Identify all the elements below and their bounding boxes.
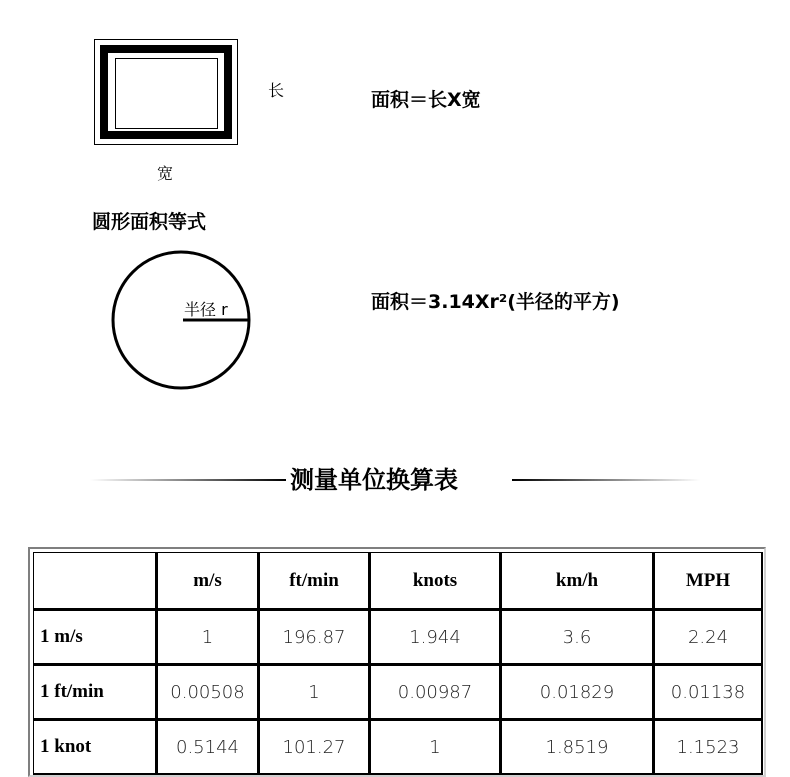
section-divider-left bbox=[90, 479, 286, 481]
section-title: 测量单位换算表 bbox=[290, 466, 458, 494]
table-cell: 0.01829 bbox=[501, 665, 654, 720]
table-cell: 0.00987 bbox=[370, 665, 501, 720]
table-cell: 0.00508 bbox=[157, 665, 259, 720]
table-cell: 0.5144 bbox=[157, 720, 259, 775]
table-cell: 196.87 bbox=[259, 610, 370, 665]
table-header-cell: knots bbox=[370, 552, 501, 610]
table-row bbox=[33, 720, 763, 775]
table-cell: 1.8519 bbox=[501, 720, 654, 775]
table-cell: 1.1523 bbox=[654, 720, 763, 775]
table-row-label: 1 m/s bbox=[33, 610, 157, 665]
conversion-table bbox=[33, 552, 763, 775]
table-cell: 1.944 bbox=[370, 610, 501, 665]
table-cell: 1 bbox=[259, 665, 370, 720]
table-cell: 0.01138 bbox=[654, 665, 763, 720]
table-header-cell bbox=[33, 552, 157, 610]
table-cell: 2.24 bbox=[654, 610, 763, 665]
section-divider-right bbox=[512, 479, 700, 481]
conversion-table-frame bbox=[28, 547, 766, 777]
table-header-cell: ft/min bbox=[259, 552, 370, 610]
table-cell: 101.27 bbox=[259, 720, 370, 775]
table-cell: 1 bbox=[370, 720, 501, 775]
table-header-cell: m/s bbox=[157, 552, 259, 610]
rectangle-length-label: 长 bbox=[268, 81, 285, 100]
table-cell: 1 bbox=[157, 610, 259, 665]
table-row-label: 1 ft/min bbox=[33, 665, 157, 720]
table-row bbox=[33, 610, 763, 665]
table-header-cell: km/h bbox=[501, 552, 654, 610]
table-row-label: 1 knot bbox=[33, 720, 157, 775]
circle-area-formula: 面积＝3.14Xr²(半径的平方) bbox=[371, 291, 620, 313]
table-header-cell: MPH bbox=[654, 552, 763, 610]
rectangle-area-formula: 面积＝长X宽 bbox=[371, 89, 481, 111]
section-header bbox=[90, 460, 700, 494]
table-row bbox=[33, 665, 763, 720]
circle-diagram bbox=[110, 250, 254, 394]
circle-radius-label: 半径 r bbox=[184, 300, 228, 319]
table-cell: 3.6 bbox=[501, 610, 654, 665]
rectangle-inner-frame bbox=[115, 58, 218, 129]
circle-heading: 圆形面积等式 bbox=[92, 211, 207, 233]
rectangle-width-label: 宽 bbox=[157, 164, 174, 183]
table-header-row bbox=[33, 552, 763, 610]
